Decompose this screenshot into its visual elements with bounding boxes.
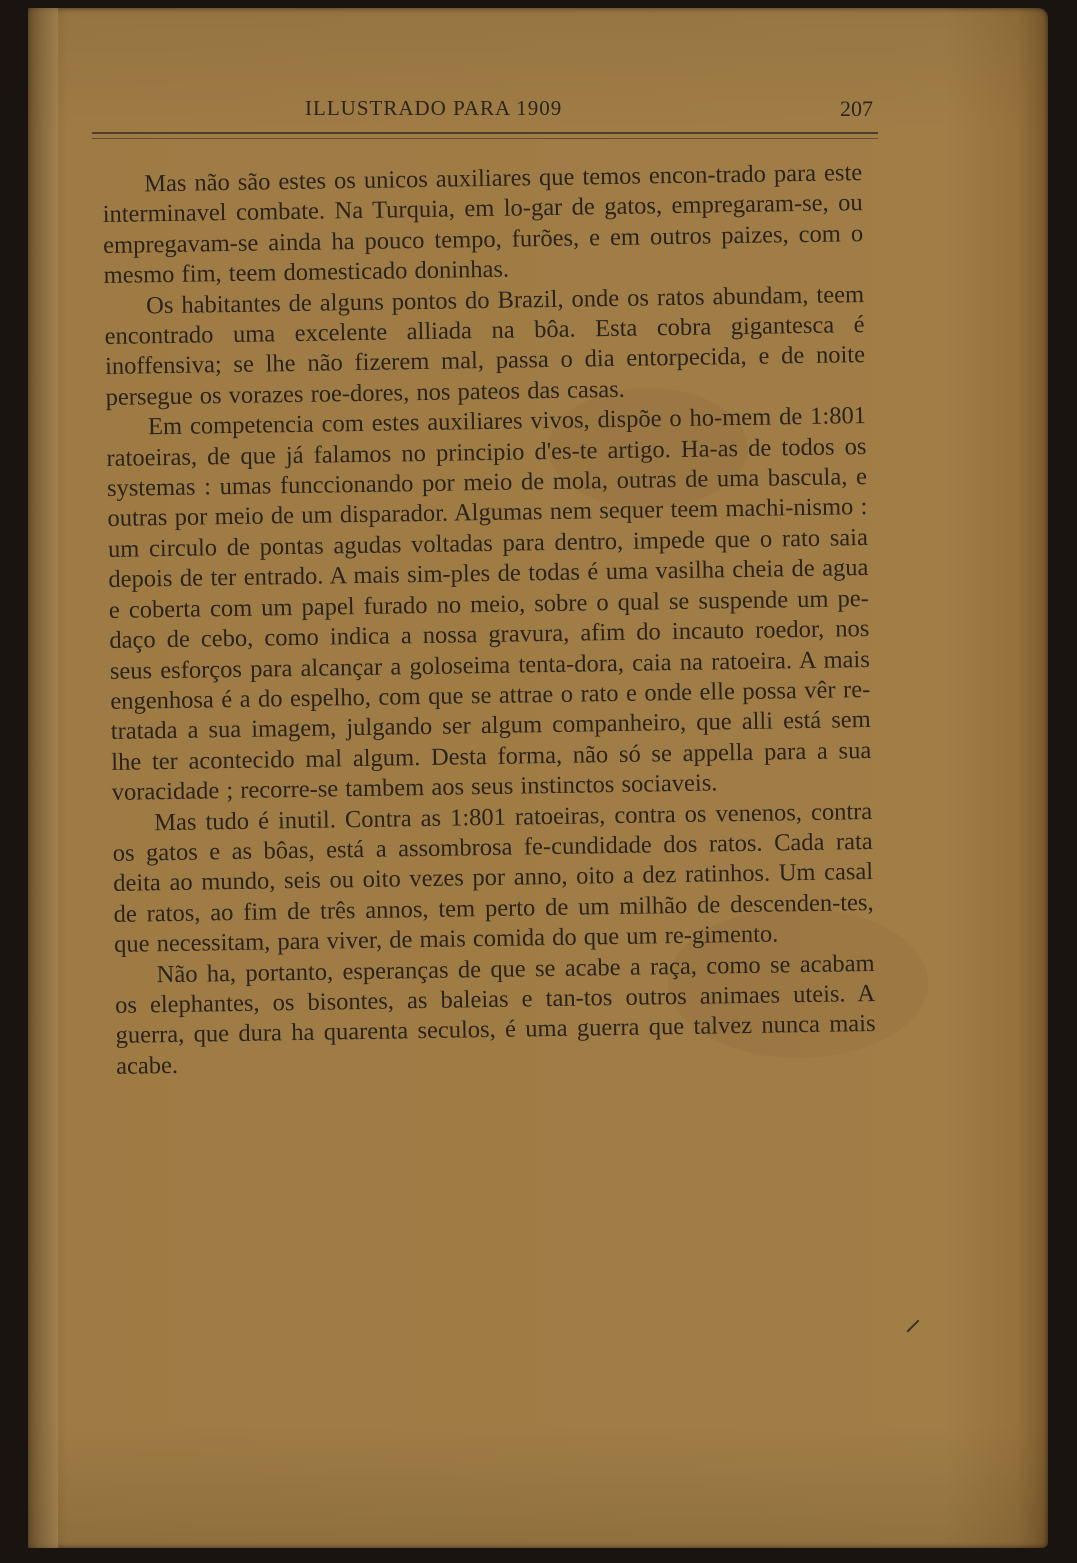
page-number: 207 <box>840 96 873 121</box>
header-rule <box>92 132 878 134</box>
page-gutter-shadow <box>28 8 58 1548</box>
header-rule-thin <box>92 138 878 139</box>
paragraph: Mas tudo é inutil. Contra as 1:801 ratoeiras, contra os venenos, contra os gatos e as bôas, está a assombrosa fe-cundidade dos ratos. Cada rata deita ao mundo, seis ou oito vezes por anno, oito a dez ratinhos. Um casal de ratos, ao fim de três annos, tem perto de um milhão de descenden-tes, que necessitam, para viver, de mais comida do que um re-gimento. <box>112 797 874 959</box>
paragraph: Em competencia com estes auxiliares vivos, dispõe o ho-mem de 1:801 ratoeiras, de que já falamos no principio d'es-te artigo. Ha-as de todos os systemas : umas funccionando por meio de mola, outras de uma bascula, e outras por meio de um disparador. Algumas nem sequer teem machi-nismo : um circulo de pontas agudas voltadas para dentro, impede que o rato saia depois de ter entrado. A mais sim-ples de todas é uma vasilha cheia de agua e coberta com um papel furado no meio, sobre o qual se suspende um pe-daço de cebo, como indica a nossa gravura, afim do incauto roedor, nos seus esforços para alcançar a goloseima tenta-dora, caia na ratoeira. A mais engenhosa é a do espelho, com que se attrae o rato e onde elle possa vêr re-tratada a sua imagem, julgando ser algum companheiro, que alli está sem lhe ter acontecido mal algum. Desta forma, não só se appella para a sua voracidade ; recorre-se tambem aos seus instinctos sociaveis. <box>106 402 872 807</box>
paragraph: Mas não são estes os unicos auxiliares que temos encon-trado para este interminavel combate. Na Turquia, em lo-gar de gatos, empregaram-se, ou empregavam-se ainda ha pouco tempo, furões, e em outros paizes, com o mesmo fim, teem domesticado doninhas. <box>102 159 864 290</box>
article-body <box>102 158 876 1082</box>
paragraph: Os habitantes de alguns pontos do Brazil, onde os ratos abundam, teem encontrado uma excelente alliada na bôa. Esta cobra gigantesca é inoffensiva; se lhe não fizerem mal, passa o dia entorpecida, e de noite persegue os vorazes roe-dores, nos pateos das casas. <box>104 280 866 411</box>
paragraph: Não ha, portanto, esperanças de que se acabe a raça, como se acabam os elephantes, os bisontes, as baleias e tan-tos outros animaes uteis. A guerra, que dura ha quarenta seculos, é uma guerra que talvez nunca mais acabe. <box>114 949 876 1080</box>
running-head <box>305 96 905 126</box>
running-head-title: ILLUSTRADO PARA 1909 <box>305 96 563 120</box>
